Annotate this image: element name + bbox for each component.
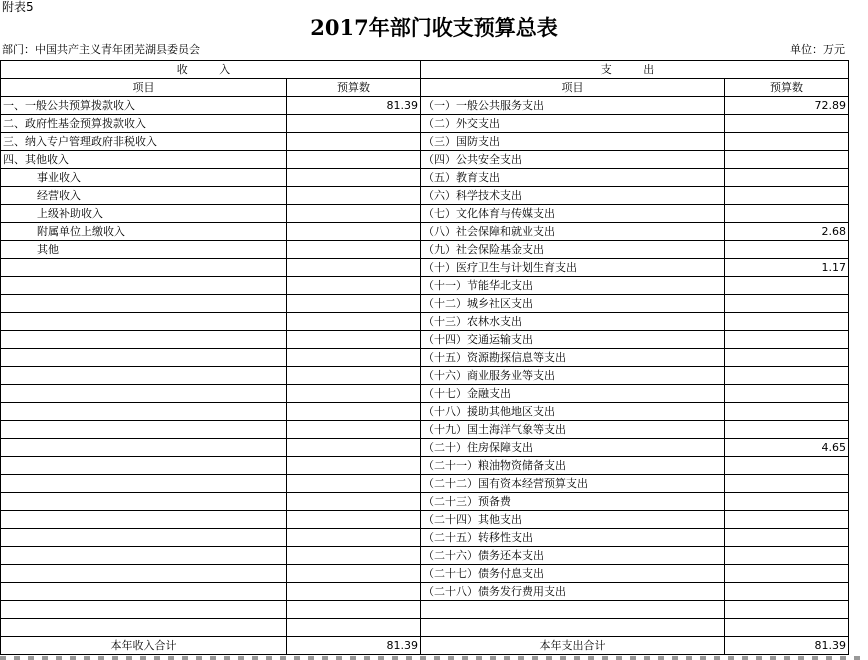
income-budget-cell — [287, 511, 421, 529]
table-row — [1, 583, 849, 601]
expense-budget-cell — [725, 367, 849, 385]
table-row — [1, 493, 849, 511]
expense-item-cell: （二十七）债务付息支出 — [421, 565, 725, 583]
income-budget-cell — [287, 223, 421, 241]
expense-budget-cell — [725, 115, 849, 133]
expense-item-cell: （十一）节能华北支出 — [421, 277, 725, 295]
table-row — [1, 331, 849, 349]
expense-item-cell: （六）科学技术支出 — [421, 187, 725, 205]
expense-budget-cell: 72.89 — [725, 97, 849, 115]
table-row — [1, 619, 849, 637]
table-row — [1, 601, 849, 619]
expense-item-cell: （二十三）预备费 — [421, 493, 725, 511]
income-item-cell — [1, 277, 287, 295]
table-row — [1, 565, 849, 583]
expense-item-cell: （二十二）国有资本经营预算支出 — [421, 475, 725, 493]
income-item-cell — [1, 385, 287, 403]
income-item-cell — [1, 475, 287, 493]
expense-item-cell: （十八）援助其他地区支出 — [421, 403, 725, 421]
income-budget-cell — [287, 259, 421, 277]
income-item-cell: 其他 — [1, 241, 287, 259]
income-item-cell — [1, 259, 287, 277]
table-row — [1, 133, 849, 151]
expense-item-cell: （二十六）债务还本支出 — [421, 547, 725, 565]
expense-item-cell: （七）文化体育与传媒支出 — [421, 205, 725, 223]
income-item-header: 项目 — [1, 79, 287, 97]
expense-budget-cell — [725, 457, 849, 475]
unit-label: 单位：万元 — [790, 43, 845, 56]
expense-budget-cell: 2.68 — [725, 223, 849, 241]
expense-budget-cell — [725, 205, 849, 223]
income-item-cell — [1, 601, 287, 619]
income-item-cell: 附属单位上缴收入 — [1, 223, 287, 241]
income-item-cell — [1, 421, 287, 439]
income-item-cell: 四、其他收入 — [1, 151, 287, 169]
income-budget-cell — [287, 439, 421, 457]
income-budget-cell — [287, 187, 421, 205]
income-budget-cell — [287, 619, 421, 637]
expense-budget-cell — [725, 475, 849, 493]
table-row — [1, 115, 849, 133]
income-item-cell — [1, 403, 287, 421]
income-item-cell — [1, 457, 287, 475]
table-row — [1, 403, 849, 421]
expense-budget-cell — [725, 169, 849, 187]
income-budget-cell — [287, 295, 421, 313]
expense-item-cell: （四）公共安全支出 — [421, 151, 725, 169]
income-section-header: 收 入 — [1, 61, 421, 79]
income-item-cell — [1, 565, 287, 583]
expense-item-cell — [421, 601, 725, 619]
income-item-cell — [1, 331, 287, 349]
table-row — [1, 349, 849, 367]
expense-budget-cell — [725, 421, 849, 439]
income-budget-cell — [287, 403, 421, 421]
expense-budget-cell: 1.17 — [725, 259, 849, 277]
income-item-cell: 三、纳入专户管理政府非税收入 — [1, 133, 287, 151]
expense-item-cell: （一）一般公共服务支出 — [421, 97, 725, 115]
expense-item-cell: （五）教育支出 — [421, 169, 725, 187]
expense-budget-cell — [725, 133, 849, 151]
table-row — [1, 511, 849, 529]
income-budget-cell — [287, 133, 421, 151]
table-row — [1, 457, 849, 475]
expense-item-cell: （十三）农林水支出 — [421, 313, 725, 331]
income-item-cell — [1, 439, 287, 457]
income-budget-cell — [287, 421, 421, 439]
expense-budget-cell: 4.65 — [725, 439, 849, 457]
income-item-cell: 事业收入 — [1, 169, 287, 187]
income-item-cell: 一、一般公共预算拨款收入 — [1, 97, 287, 115]
section-header-row — [1, 61, 849, 79]
expense-item-cell: （二十）住房保障支出 — [421, 439, 725, 457]
expense-budget-cell — [725, 331, 849, 349]
table-row — [1, 97, 849, 115]
expense-budget-cell — [725, 187, 849, 205]
income-budget-cell — [287, 385, 421, 403]
table-row — [1, 223, 849, 241]
income-item-cell — [1, 313, 287, 331]
expense-item-header: 项目 — [421, 79, 725, 97]
expense-item-cell: （十二）城乡社区支出 — [421, 295, 725, 313]
income-budget-cell — [287, 367, 421, 385]
expense-section-header: 支 出 — [421, 61, 849, 79]
table-row — [1, 475, 849, 493]
table-row — [1, 277, 849, 295]
expense-budget-cell — [725, 511, 849, 529]
expense-item-cell: （二）外交支出 — [421, 115, 725, 133]
income-budget-cell — [287, 313, 421, 331]
income-budget-cell — [287, 457, 421, 475]
income-budget-cell — [287, 151, 421, 169]
table-row — [1, 205, 849, 223]
income-item-cell: 上级补助收入 — [1, 205, 287, 223]
expense-item-cell: （十五）资源勘探信息等支出 — [421, 349, 725, 367]
expense-item-cell: （二十四）其他支出 — [421, 511, 725, 529]
totals-row — [1, 637, 849, 655]
income-item-cell — [1, 295, 287, 313]
table-row — [1, 187, 849, 205]
income-budget-cell — [287, 277, 421, 295]
expense-total-value: 81.39 — [725, 637, 849, 655]
income-item-cell: 二、政府性基金预算拨款收入 — [1, 115, 287, 133]
expense-budget-cell — [725, 493, 849, 511]
income-item-cell — [1, 547, 287, 565]
income-budget-cell — [287, 601, 421, 619]
income-item-cell — [1, 529, 287, 547]
table-row — [1, 259, 849, 277]
expense-budget-cell — [725, 583, 849, 601]
expense-item-cell: （十）医疗卫生与计划生育支出 — [421, 259, 725, 277]
table-row — [1, 169, 849, 187]
income-budget-cell — [287, 475, 421, 493]
expense-budget-cell — [725, 601, 849, 619]
table-row — [1, 295, 849, 313]
column-header-row — [1, 79, 849, 97]
table-row — [1, 313, 849, 331]
table-row — [1, 529, 849, 547]
expense-budget-cell — [725, 403, 849, 421]
expense-budget-cell — [725, 295, 849, 313]
income-item-cell — [1, 511, 287, 529]
expense-item-cell: （九）社会保险基金支出 — [421, 241, 725, 259]
expense-item-cell: （十九）国土海洋气象等支出 — [421, 421, 725, 439]
expense-item-cell: （三）国防支出 — [421, 133, 725, 151]
expense-budget-cell — [725, 619, 849, 637]
table-row — [1, 547, 849, 565]
income-budget-cell — [287, 529, 421, 547]
expense-budget-cell — [725, 151, 849, 169]
income-item-cell — [1, 583, 287, 601]
expense-budget-cell — [725, 529, 849, 547]
income-budget-cell — [287, 241, 421, 259]
expense-item-cell: （二十八）债务发行费用支出 — [421, 583, 725, 601]
table-row — [1, 385, 849, 403]
income-budget-cell — [287, 493, 421, 511]
income-item-cell — [1, 493, 287, 511]
income-budget-cell — [287, 547, 421, 565]
expense-budget-header: 预算数 — [725, 79, 849, 97]
income-budget-cell — [287, 115, 421, 133]
income-item-cell — [1, 367, 287, 385]
expense-budget-cell — [725, 241, 849, 259]
expense-item-cell: （八）社会保障和就业支出 — [421, 223, 725, 241]
income-item-cell — [1, 619, 287, 637]
expense-item-cell — [421, 619, 725, 637]
table-row — [1, 151, 849, 169]
expense-budget-cell — [725, 349, 849, 367]
income-total-label: 本年收入合计 — [1, 637, 287, 655]
income-budget-cell — [287, 331, 421, 349]
table-row — [1, 421, 849, 439]
expense-item-cell: （十六）商业服务业等支出 — [421, 367, 725, 385]
page-title: 2017年部门收支预算总表 — [310, 15, 558, 40]
income-item-cell — [1, 349, 287, 367]
income-budget-header: 预算数 — [287, 79, 421, 97]
budget-table — [0, 60, 849, 655]
expense-budget-cell — [725, 385, 849, 403]
expense-total-label: 本年支出合计 — [421, 637, 725, 655]
table-row — [1, 241, 849, 259]
income-budget-cell — [287, 169, 421, 187]
expense-item-cell: （二十五）转移性支出 — [421, 529, 725, 547]
cut-off-row-edge — [0, 656, 868, 660]
income-total-value: 81.39 — [287, 637, 421, 655]
department-label: 部门：中国共产主义青年团芜湖县委员会 — [2, 43, 200, 56]
expense-item-cell: （二十一）粮油物资储备支出 — [421, 457, 725, 475]
table-row — [1, 367, 849, 385]
income-budget-cell — [287, 205, 421, 223]
expense-budget-cell — [725, 313, 849, 331]
income-budget-cell — [287, 583, 421, 601]
expense-item-cell: （十四）交通运输支出 — [421, 331, 725, 349]
table-row — [1, 439, 849, 457]
expense-budget-cell — [725, 547, 849, 565]
income-budget-cell: 81.39 — [287, 97, 421, 115]
expense-budget-cell — [725, 277, 849, 295]
income-budget-cell — [287, 565, 421, 583]
income-budget-cell — [287, 349, 421, 367]
income-item-cell: 经营收入 — [1, 187, 287, 205]
expense-budget-cell — [725, 565, 849, 583]
expense-item-cell: （十七）金融支出 — [421, 385, 725, 403]
appendix-label: 附表5 — [2, 0, 34, 14]
